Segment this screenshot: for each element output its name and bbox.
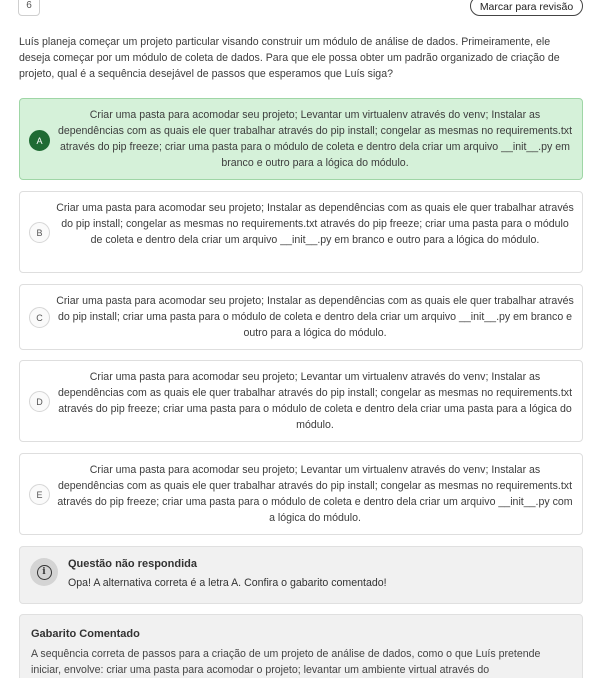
answer-explanation-panel bbox=[19, 614, 583, 678]
option-text-c: Criar uma pasta para acomodar seu projeto; Instalar as dependências com as quais ele quer trabalhar através do pip install; criar uma pasta para o módulo de coleta e dentro dela criar um arquivo __init__.py em branco e outro para a lógica do módulo. bbox=[56, 295, 574, 339]
answer-explanation-text: A sequência correta de passos para a criação de um projeto de análise de dados, como o que Luís pretende iniciar, envolve: criar uma pasta para acomodar o projeto; levantar um ambiente virtual através do bbox=[31, 648, 541, 676]
info-icon: i bbox=[37, 565, 52, 580]
option-text-a: Criar uma pasta para acomodar seu projeto; Levantar um virtualenv através do venv; Instalar as dependências com as quais ele quer trabalhar através do pip install; congelar as mesmas no requirements.txt através do pip freeze; criar uma pasta para o módulo de coleta e dentro dela criar um arquivo __init__.py em branco e outro para a lógica do módulo. bbox=[57, 109, 573, 169]
top-bar bbox=[0, 0, 595, 22]
option-letter-c: C bbox=[29, 307, 50, 328]
question-number: 6 bbox=[18, 0, 40, 16]
answer-explanation-title: Gabarito Comentado bbox=[31, 628, 140, 640]
mark-for-review-button[interactable]: Marcar para revisão bbox=[470, 0, 583, 16]
info-icon-badge bbox=[30, 558, 58, 586]
option-d[interactable] bbox=[19, 360, 583, 442]
option-letter-b: B bbox=[29, 222, 50, 243]
feedback-text: Opa! A alternativa correta é a letra A. Confira o gabarito comentado! bbox=[68, 577, 387, 589]
option-a[interactable] bbox=[19, 98, 583, 180]
option-text-d: Criar uma pasta para acomodar seu projeto; Levantar um virtualenv através do venv; Instalar as dependências com as quais ele quer trabalhar através do pip install; congelar as mesmas no requirements.txt através do pip freeze; criar uma pasta para o módulo de coleta e dentro dela criar uma pasta para a lógica do módulo. bbox=[57, 371, 573, 431]
option-letter-a: A bbox=[29, 130, 50, 151]
option-text-e: Criar uma pasta para acomodar seu projeto; Levantar um virtualenv através do venv; Instalar as dependências com as quais ele quer trabalhar através do pip install; congelar as mesmas no requirements.txt através do pip freeze; criar uma pasta para o módulo de coleta e dentro dela criar um arquivo __init__.py com a lógica do módulo. bbox=[57, 464, 573, 524]
feedback-title: Questão não respondida bbox=[68, 558, 197, 570]
question-text: Luís planeja começar um projeto particular visando construir um módulo de análise de dados. Primeiramente, ele deseja começar por um módulo de coleta de dados. Para que ele possa obter um padrão organizado de criação de projeto, qual é a sequência desejável de passos que esperamos que Luís siga? bbox=[19, 36, 560, 80]
option-letter-e: E bbox=[29, 484, 50, 505]
option-e[interactable] bbox=[19, 453, 583, 535]
option-b[interactable] bbox=[19, 191, 583, 273]
feedback-panel bbox=[19, 546, 583, 604]
option-letter-d: D bbox=[29, 391, 50, 412]
option-text-b: Criar uma pasta para acomodar seu projeto; Instalar as dependências com as quais ele quer trabalhar através do pip install; congelar as mesmas no requirements.txt através do pip freeze; criar uma pasta para o módulo de coleta e dentro dela criar um arquivo __init__.py em branco e outro para a lógica do módulo. bbox=[56, 202, 574, 246]
option-c[interactable] bbox=[19, 284, 583, 350]
